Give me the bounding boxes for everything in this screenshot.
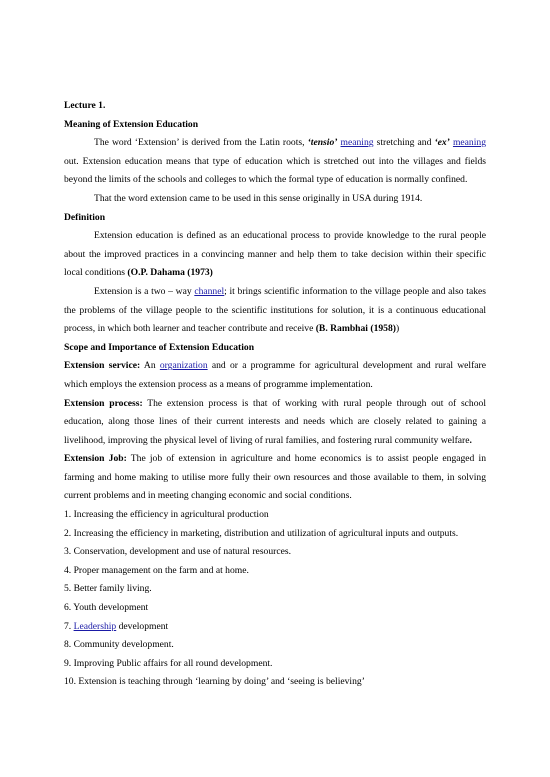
text-span: The word ‘Extension’ is derived from the Latin roots, bbox=[94, 137, 308, 149]
meaning-link-2[interactable]: meaning bbox=[452, 137, 486, 149]
text-span: An bbox=[140, 360, 160, 372]
text-span: 7. bbox=[64, 620, 74, 632]
text-span: Extension is a two – way bbox=[94, 285, 195, 297]
text-span: The extension process is that of working with rural people through out of school education, along those lines of their current interests and needs which are closely related to gaining a livelihood, improving the physical level of living of rural families, and fostering rural community welfare bbox=[64, 397, 486, 446]
definition-dahama bbox=[64, 227, 486, 283]
channel-link[interactable]: channel bbox=[194, 285, 225, 297]
usa-paragraph: That the word extension came to be used in this sense originally in USA during 1914. bbox=[94, 192, 423, 204]
list-item: 10. Extension is teaching through ‘learning by doing’ and ‘seeing is believing’ bbox=[64, 676, 365, 688]
meaning-heading: Meaning of Extension Education bbox=[64, 118, 199, 130]
text-span: stretching and bbox=[373, 137, 435, 149]
citation-dahama: (O.P. Dahama (1973) bbox=[127, 267, 213, 279]
organization-link[interactable]: organization bbox=[159, 360, 208, 372]
list-item: 9. Improving Public affairs for all round development. bbox=[64, 657, 273, 669]
text-span: and or a programme for agricultural development and rural welfare which employs the extension process as a means of programme implementation. bbox=[64, 360, 487, 390]
text-span: ; it brings scientific information to the village people and also takes the problems of the village people to the scientific institutions for solution, it is a continuous educational process, in which both learner and teacher contribute and receive bbox=[64, 285, 486, 335]
extension-service-paragraph bbox=[64, 357, 486, 394]
list-item bbox=[64, 618, 486, 637]
text-span: The job of extension in agriculture and home economics is to assist people engaged in farming and home making to utilise more fully their own resources and those available to them, in solving current problems and in meeting changing economic and social conditions. bbox=[64, 453, 486, 502]
text-span: ) bbox=[395, 323, 400, 335]
text-span: . bbox=[469, 434, 472, 446]
lecture-title: Lecture 1. bbox=[64, 100, 106, 111]
list-item: 2. Increasing the efficiency in marketing, distribution and utilization of agricultural inputs and outputs. bbox=[64, 527, 459, 539]
citation-rambhai: (B. Rambhai (1958) bbox=[315, 323, 396, 335]
list-item: 5. Better family living. bbox=[64, 583, 152, 595]
list-item: 8. Community development. bbox=[64, 639, 174, 651]
leadership-link[interactable]: Leadership bbox=[73, 620, 117, 632]
text-span: Extension education is defined as an educational process to provide knowledge to the rural people about the improved practices in a convincing manner and help them to take decision within their specific local conditions bbox=[64, 230, 486, 279]
definition-heading: Definition bbox=[64, 211, 106, 223]
list-item: 4. Proper management on the farm and at home. bbox=[64, 564, 249, 576]
extension-job-label: Extension Job: bbox=[64, 453, 127, 465]
extension-process-paragraph bbox=[64, 395, 486, 451]
list-item: 6. Youth development bbox=[64, 602, 149, 614]
extension-process-label: Extension process: bbox=[64, 397, 143, 409]
text-span: development bbox=[116, 620, 169, 632]
extension-service-label: Extension service: bbox=[64, 360, 141, 372]
scope-heading: Scope and Importance of Extension Education bbox=[64, 341, 255, 353]
tensio-term: ‘tensio’ bbox=[307, 137, 338, 149]
meaning-link-1[interactable]: meaning bbox=[340, 137, 374, 149]
text-span: out. Extension education means that type of education which is stretched out into the villages and fields beyond the limits of the schools and colleges to which the formal type of education is normally confined. bbox=[64, 155, 486, 186]
extension-job-paragraph bbox=[64, 450, 486, 506]
list-item: 1. Increasing the efficiency in agricultural production bbox=[64, 509, 269, 521]
definition-rambhai bbox=[64, 283, 486, 339]
meaning-paragraph bbox=[64, 134, 486, 190]
list-item: 3. Conservation, development and use of natural resources. bbox=[64, 546, 291, 558]
ex-term: ‘ex’ bbox=[434, 137, 450, 149]
